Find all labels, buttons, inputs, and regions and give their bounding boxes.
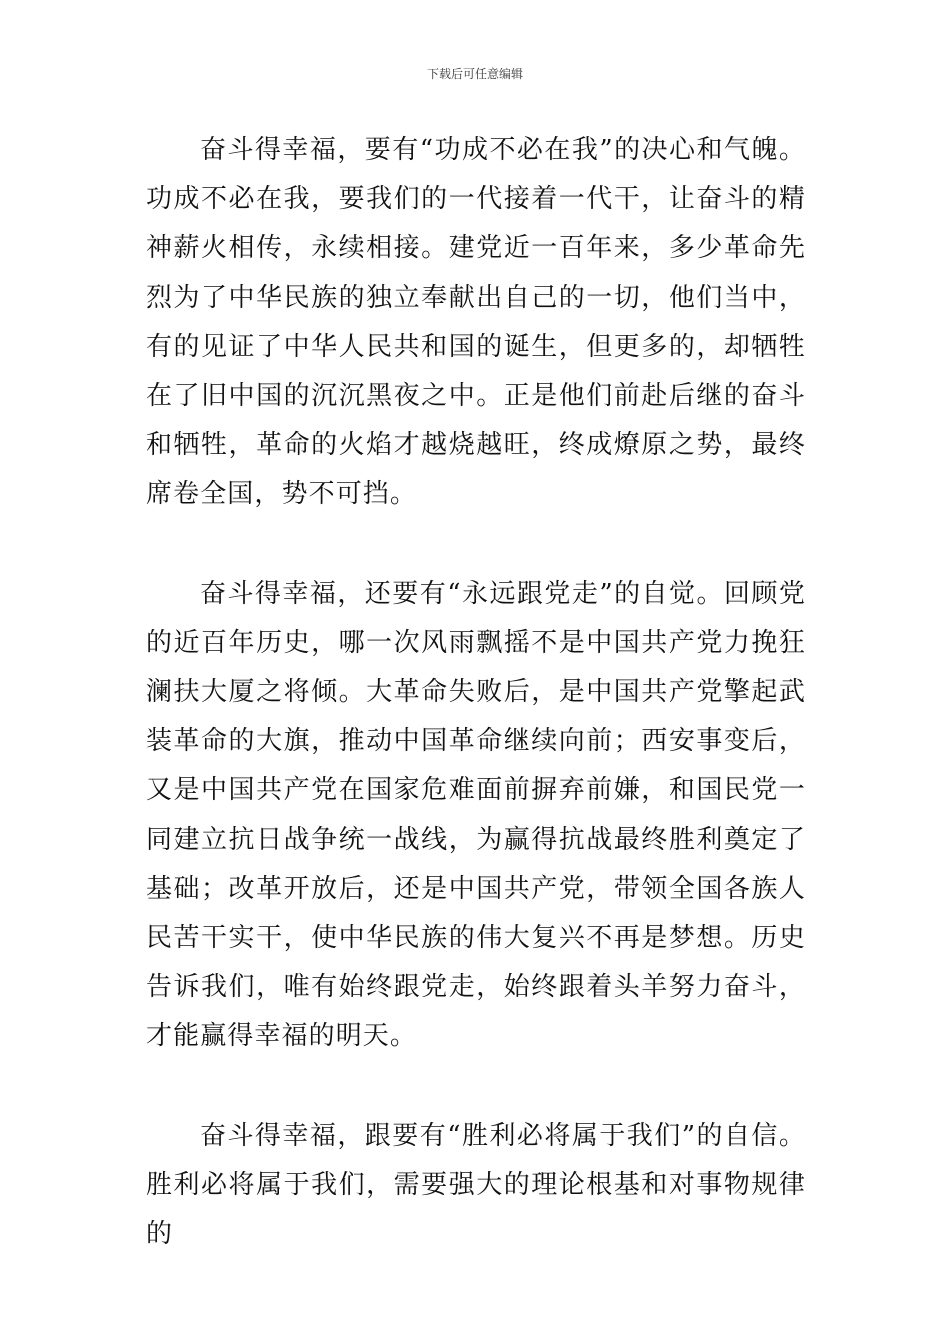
paragraph-1: 奋斗得幸福，要有“功成不必在我”的决心和气魄。功成不必在我，要我们的一代接着一代干，让奋斗的精神薪火相传，永续相接。建党近一百年来，多少革命先烈为了中华民族的独立奉献出自己的一切，他们当中，有的见证了中华人民共和国的诞生，但更多的，却牺牲在了旧中国的沉沉黑夜之中。正是他们前赴后继的奋斗和牺牲，革命的火焰才越烧越旺，终成燎原之势，最终席卷全国，势不可挡。 [146, 135, 806, 510]
paragraph-3: 奋斗得幸福，跟要有“胜利必将属于我们”的自信。胜利必将属于我们，需要强大的理论根基和对事物规律的 [146, 1120, 806, 1250]
document-body [146, 126, 806, 1259]
page-header-note: 下载后可任意编辑 [426, 67, 523, 81]
paragraph-2: 奋斗得幸福，还要有“永远跟党走”的自觉。回顾党的近百年历史，哪一次风雨飘摇不是中国共产党力挽狂澜扶大厦之将倾。大革命失败后，是中国共产党擎起武装革命的大旗，推动中国革命继续向前；西安事变后，又是中国共产党在国家危难面前摒弃前嫌，和国民党一同建立抗日战争统一战线，为赢得抗战最终胜利奠定了基础；改革开放后，还是中国共产党，带领全国各族人民苦干实干，使中华民族的伟大复兴不再是梦想。历史告诉我们，唯有始终跟党走，始终跟着头羊努力奋斗，才能赢得幸福的明天。 [146, 578, 806, 1052]
